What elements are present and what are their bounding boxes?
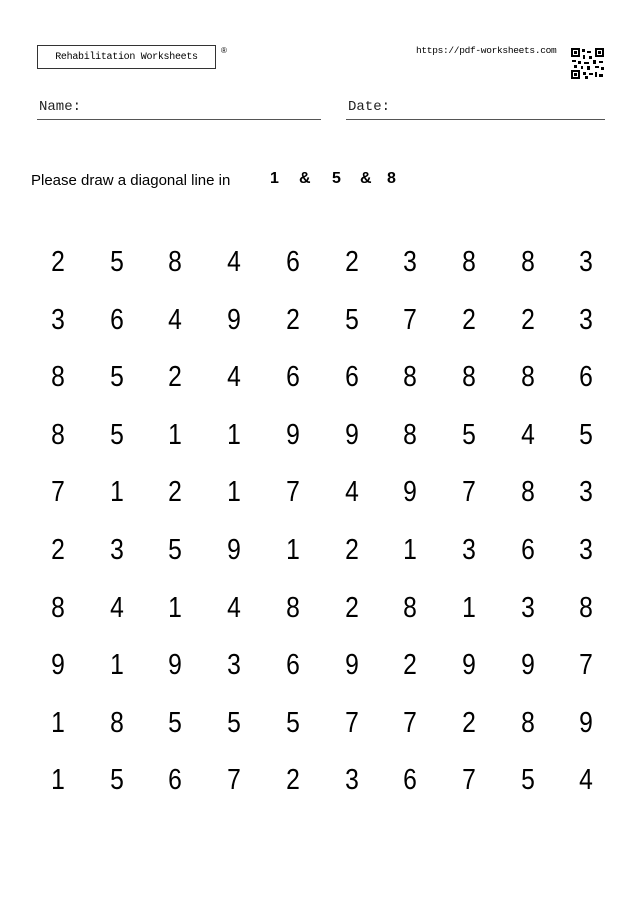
grid-digit[interactable]: 3 (51, 303, 65, 336)
grid-digit[interactable]: 2 (344, 534, 359, 566)
grid-digit[interactable]: 2 (51, 246, 65, 278)
grid-digit[interactable]: 7 (403, 303, 418, 336)
target-digit: 5 (332, 170, 341, 187)
grid-digit[interactable]: 1 (109, 649, 124, 682)
grid-digit[interactable]: 8 (520, 476, 535, 509)
target-digit: 1 (270, 170, 279, 187)
grid-digit[interactable]: 1 (51, 764, 65, 797)
grid-digit[interactable]: 2 (51, 534, 65, 566)
grid-digit[interactable]: 3 (579, 246, 594, 278)
grid-digit[interactable]: 3 (579, 476, 594, 509)
grid-digit[interactable]: 6 (109, 303, 124, 336)
grid-digit[interactable]: 1 (403, 534, 418, 566)
brand-box (37, 45, 216, 69)
grid-digit[interactable]: 7 (462, 764, 476, 797)
grid-digit[interactable]: 7 (403, 706, 418, 739)
grid-digit[interactable]: 2 (285, 303, 300, 336)
grid-digit[interactable]: 4 (344, 476, 359, 509)
grid-digit[interactable]: 6 (285, 649, 300, 682)
grid-digit[interactable]: 9 (227, 534, 241, 566)
grid-digit[interactable]: 9 (403, 476, 418, 509)
grid-digit[interactable]: 5 (285, 706, 300, 739)
grid-digit[interactable]: 9 (462, 649, 476, 682)
grid-digit[interactable]: 7 (51, 476, 65, 509)
name-field[interactable] (37, 97, 321, 120)
grid-digit[interactable]: 2 (168, 476, 183, 509)
grid-digit[interactable]: 9 (51, 649, 65, 682)
grid-digit[interactable]: 7 (462, 476, 476, 509)
brand-label: Rehabilitation Worksheets (55, 51, 198, 63)
name-label: Name: (39, 99, 82, 115)
grid-digit[interactable]: 5 (579, 418, 594, 451)
grid-digit[interactable]: 8 (403, 361, 418, 394)
grid-digit[interactable]: 6 (520, 534, 535, 566)
grid-digit[interactable]: 3 (403, 246, 418, 278)
instruction-text: Please draw a diagonal line in (31, 172, 231, 189)
grid-digit[interactable]: 1 (285, 534, 300, 566)
grid-digit[interactable]: 7 (579, 649, 594, 682)
grid-digit[interactable]: 6 (168, 764, 183, 797)
grid-digit[interactable]: 6 (285, 246, 300, 278)
grid-digit[interactable]: 5 (227, 706, 241, 739)
registered-mark: ® (221, 46, 227, 55)
grid-digit[interactable]: 1 (109, 476, 124, 509)
grid-digit[interactable]: 9 (520, 649, 535, 682)
grid-digit[interactable]: 2 (344, 246, 359, 278)
grid-digit[interactable]: 1 (51, 706, 65, 739)
grid-digit[interactable]: 2 (403, 649, 418, 682)
grid-digit[interactable]: 2 (285, 764, 300, 797)
grid-digit[interactable]: 6 (403, 764, 418, 797)
grid-digit[interactable]: 9 (344, 649, 359, 682)
grid-digit[interactable]: 1 (168, 591, 183, 624)
grid-digit[interactable]: 8 (109, 706, 124, 739)
grid-digit[interactable]: 2 (344, 591, 359, 624)
grid-digit[interactable]: 5 (109, 418, 124, 451)
grid-digit[interactable]: 9 (168, 649, 183, 682)
grid-digit[interactable]: 5 (109, 246, 124, 278)
grid-digit[interactable]: 8 (51, 591, 65, 624)
grid-digit[interactable]: 8 (520, 706, 535, 739)
target-separator: & (299, 170, 311, 187)
grid-digit[interactable]: 8 (579, 591, 594, 624)
grid-digit[interactable]: 2 (462, 706, 476, 739)
grid-digit[interactable]: 8 (403, 418, 418, 451)
grid-digit[interactable]: 2 (520, 303, 535, 336)
grid-digit[interactable]: 3 (227, 649, 241, 682)
date-field[interactable] (346, 97, 605, 120)
grid-digit[interactable]: 8 (520, 246, 535, 278)
grid-digit[interactable]: 8 (51, 418, 65, 451)
grid-digit[interactable]: 7 (227, 764, 241, 797)
date-label: Date: (348, 99, 391, 115)
grid-digit[interactable]: 1 (227, 476, 241, 509)
grid-digit[interactable]: 4 (520, 418, 535, 451)
grid-digit[interactable]: 8 (462, 246, 476, 278)
grid-digit[interactable]: 9 (344, 418, 359, 451)
grid-digit[interactable]: 7 (344, 706, 359, 739)
grid-digit[interactable]: 1 (168, 418, 183, 451)
grid-digit[interactable]: 2 (168, 361, 183, 394)
grid-digit[interactable]: 5 (462, 418, 476, 451)
grid-digit[interactable]: 4 (168, 303, 183, 336)
grid-digit[interactable]: 5 (168, 534, 183, 566)
grid-digit[interactable]: 5 (520, 764, 535, 797)
grid-digit[interactable]: 4 (227, 246, 241, 278)
grid-digit[interactable]: 8 (403, 591, 418, 624)
grid-digit[interactable]: 5 (344, 303, 359, 336)
grid-digit[interactable]: 3 (579, 534, 594, 566)
grid-digit[interactable]: 5 (109, 361, 124, 394)
grid-digit[interactable]: 4 (227, 361, 241, 394)
grid-digit[interactable]: 8 (168, 246, 183, 278)
grid-digit[interactable]: 4 (579, 764, 594, 797)
grid-digit[interactable]: 7 (285, 476, 300, 509)
grid-digit[interactable]: 3 (462, 534, 476, 566)
grid-digit[interactable]: 6 (344, 361, 359, 394)
grid-digit[interactable]: 3 (520, 591, 535, 624)
grid-digit[interactable]: 4 (109, 591, 124, 624)
grid-digit[interactable]: 2 (462, 303, 476, 336)
target-separator: & (360, 170, 372, 187)
grid-digit[interactable]: 8 (51, 361, 65, 394)
grid-digit[interactable]: 3 (109, 534, 124, 566)
grid-digit[interactable]: 9 (227, 303, 241, 336)
grid-digit[interactable]: 3 (579, 303, 594, 336)
grid-digit[interactable]: 9 (285, 418, 300, 451)
grid-digit[interactable]: 3 (344, 764, 359, 797)
grid-digit[interactable]: 8 (285, 591, 300, 624)
grid-digit[interactable]: 9 (579, 706, 594, 739)
qr-code-icon (571, 48, 604, 79)
grid-digit[interactable]: 1 (462, 591, 476, 624)
grid-digit[interactable]: 4 (227, 591, 241, 624)
target-digit: 8 (387, 170, 396, 187)
grid-digit[interactable]: 5 (168, 706, 183, 739)
website-url[interactable]: https://pdf-worksheets.com (416, 45, 557, 56)
grid-digit[interactable]: 6 (579, 361, 594, 394)
grid-digit[interactable]: 6 (285, 361, 300, 394)
grid-digit[interactable]: 1 (227, 418, 241, 451)
grid-digit[interactable]: 5 (109, 764, 124, 797)
grid-digit[interactable]: 8 (520, 361, 535, 394)
grid-digit[interactable]: 8 (462, 361, 476, 394)
